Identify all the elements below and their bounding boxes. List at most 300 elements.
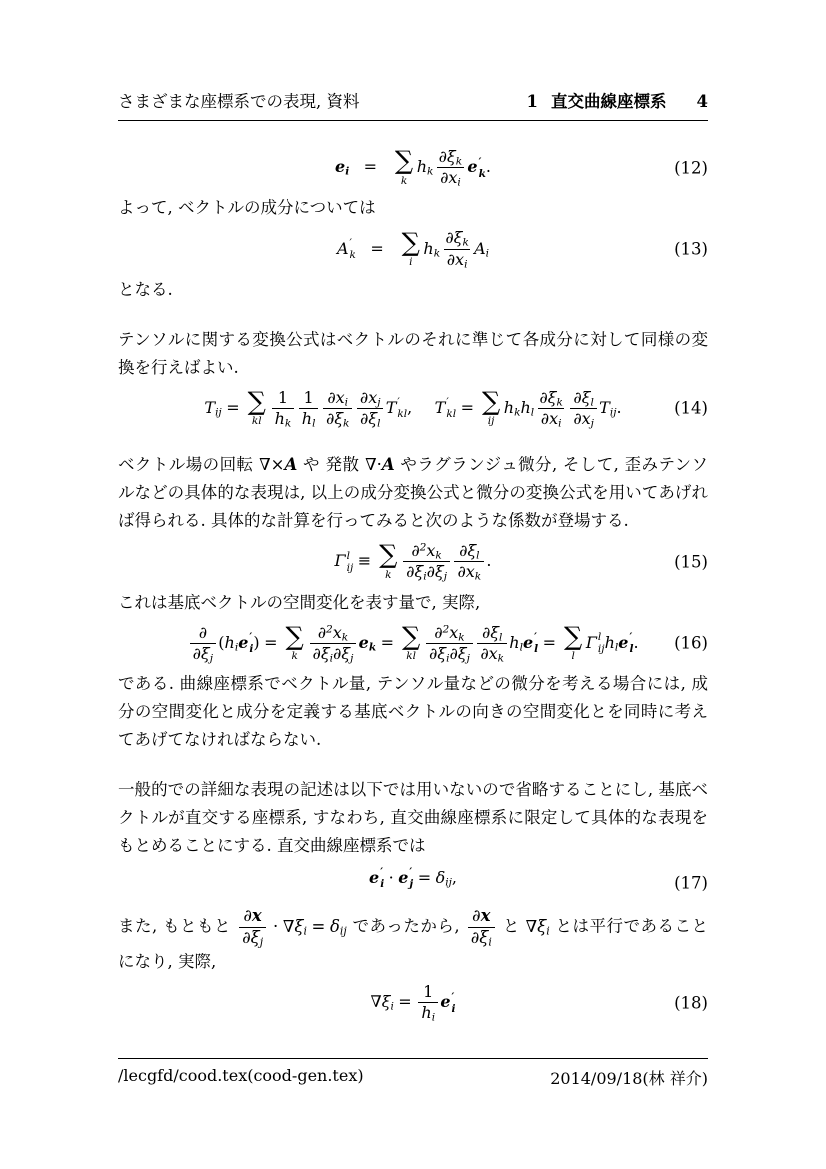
variable-base: ∂x	[573, 408, 591, 428]
subscript: i	[485, 247, 490, 260]
denominator	[299, 408, 319, 429]
script-stack	[479, 156, 486, 180]
fraction	[323, 388, 353, 429]
sum-index: kl	[251, 415, 262, 428]
math-variable	[457, 562, 481, 582]
denominator	[272, 408, 295, 429]
equation-math	[335, 146, 491, 189]
text-run: また, もともと	[118, 916, 237, 936]
math-variable	[445, 228, 469, 248]
math-variable	[385, 396, 408, 421]
math-variable	[318, 623, 333, 643]
variable-base: e	[335, 157, 346, 177]
subscript: j	[209, 652, 214, 665]
math-variable	[599, 398, 616, 417]
variable-base: x	[449, 622, 459, 642]
sum-index: l	[571, 650, 575, 663]
variable-base: ∂ξ	[333, 643, 351, 663]
subscript: k	[427, 165, 434, 178]
variable-base: ∂ξ	[406, 562, 424, 582]
math-variable	[333, 644, 353, 664]
paragraph	[118, 906, 708, 976]
subscript: l	[499, 631, 503, 644]
denominator	[239, 927, 266, 949]
math-operator: =	[264, 632, 278, 652]
equation-number: (18)	[674, 993, 708, 1013]
math-variable	[313, 644, 333, 664]
numerator	[275, 388, 291, 408]
text-run: 一般的での詳細な表現の記述は以下では用いないので省略することにし, 基底ベクトルが直交する座標系, すなわち, 直交曲線座標系に限定して具体的な表現をもとめることにする. 直交曲線座標系では	[118, 779, 708, 855]
equation-math	[187, 621, 639, 665]
fraction	[454, 541, 484, 582]
denominator	[426, 643, 473, 664]
subscript: k	[462, 237, 469, 249]
header-section-number: 1	[526, 92, 539, 111]
header-section-title: 直交曲線座標系	[551, 92, 667, 111]
subscript: i	[329, 652, 334, 665]
variable-base: h	[224, 632, 235, 652]
math-variable	[429, 644, 449, 664]
subscript: k	[368, 641, 377, 654]
superscript: ′	[629, 631, 633, 644]
variable-base: x	[251, 905, 262, 925]
subscript: k	[284, 417, 292, 430]
text-run: )	[253, 632, 260, 652]
variable-base: ∂ξ	[481, 622, 500, 642]
subscript: i	[431, 1011, 436, 1024]
variable-base: h	[520, 397, 531, 417]
math-variable	[467, 155, 486, 180]
paragraph	[118, 589, 708, 617]
math-variable	[225, 633, 239, 652]
subscript: i	[451, 1002, 456, 1015]
variable-base: h	[301, 408, 313, 428]
equation	[118, 982, 708, 1023]
math-variable	[238, 631, 254, 656]
equation	[118, 866, 708, 900]
denominator	[310, 643, 357, 664]
header-title: さまざまな座標系での表現, 資料	[118, 92, 360, 111]
subscript: l	[312, 417, 316, 430]
variable-base: ∂ξ	[192, 643, 210, 663]
variable-base: ∂ξ	[449, 643, 467, 663]
math-variable	[359, 633, 377, 652]
math-variable	[275, 409, 292, 429]
variable-base: x	[426, 541, 436, 561]
math-operator: =	[380, 632, 394, 652]
variable-base: h	[416, 157, 428, 177]
variable-base: T	[434, 397, 446, 417]
superscript: ′	[451, 990, 455, 1003]
footer-source-path: /lecgfd/cood.tex(cood-gen.tex)	[118, 1066, 364, 1085]
math-operator: ≡	[357, 551, 372, 571]
math-variable	[369, 865, 385, 891]
math-variable	[585, 631, 605, 656]
math-variable	[421, 1003, 435, 1023]
variable-base: e	[238, 632, 249, 652]
math-variable	[436, 868, 452, 887]
footer-date-author: 2014/09/18(林 祥介)	[550, 1069, 708, 1088]
math-variable	[449, 644, 469, 664]
sum-operator	[481, 387, 501, 428]
sum-index: k	[400, 174, 408, 187]
variable-base: A	[284, 455, 298, 475]
text-run: ,	[407, 397, 413, 417]
variable-base: e	[440, 992, 451, 1012]
sum-operator	[401, 227, 420, 268]
variable-base: h	[421, 1003, 432, 1023]
equation-number: (15)	[674, 552, 708, 572]
math-operator: =	[398, 992, 412, 1012]
variable-base: ∂	[317, 622, 327, 642]
math-variable	[541, 409, 562, 429]
variable-base: ∂x	[359, 387, 378, 407]
math-variable	[302, 409, 316, 429]
denominator	[468, 927, 495, 949]
math-variable	[283, 917, 307, 936]
sum-operator	[394, 146, 414, 187]
math-variable	[193, 644, 213, 664]
fraction	[310, 623, 357, 664]
equation-number: (16)	[674, 633, 708, 653]
variable-base: h	[604, 632, 615, 652]
script-stack	[452, 991, 456, 1015]
math-variable	[360, 388, 381, 408]
paragraph	[118, 194, 708, 222]
subscript: ij	[609, 406, 617, 419]
math-operator: =	[417, 867, 432, 887]
subscript: l	[590, 396, 594, 409]
math-variable	[411, 541, 426, 561]
math-operator: =	[542, 632, 557, 652]
subscript: i	[558, 417, 562, 430]
superscript: ′	[534, 631, 537, 644]
text-run: .	[633, 632, 639, 652]
variable-base: e	[358, 632, 369, 652]
variable-base: δ	[329, 916, 340, 936]
superscript: 2	[442, 623, 450, 636]
text-run: 1	[303, 387, 314, 407]
numerator	[420, 982, 436, 1002]
math-variable	[605, 633, 619, 652]
script-stack	[446, 396, 456, 420]
math-variable	[504, 398, 521, 417]
math-variable	[434, 396, 457, 421]
numerator	[240, 906, 264, 927]
subscript: i	[390, 1000, 394, 1013]
variable-base: ∂ξ	[429, 643, 447, 663]
variable-base: ∂ξ	[312, 643, 330, 663]
variable-base: ∇ξ	[370, 992, 391, 1012]
sum-operator	[379, 540, 398, 581]
page-header	[118, 88, 708, 121]
equation-number: (14)	[674, 398, 708, 418]
math-variable	[618, 631, 634, 656]
fraction	[536, 388, 566, 429]
math-variable	[471, 928, 492, 949]
sigma-icon: ∑	[481, 387, 501, 417]
superscript: ′	[249, 631, 253, 644]
subscript: ij	[445, 876, 452, 889]
numerator	[456, 541, 482, 561]
fraction	[442, 228, 472, 269]
subscript: k	[343, 417, 350, 430]
text-run: .	[616, 397, 622, 417]
fraction	[468, 906, 495, 948]
subscript: i	[488, 935, 492, 949]
subscript: k	[341, 631, 349, 644]
math-variable	[243, 906, 252, 927]
sum-index: k	[385, 568, 392, 581]
text-run: テンソルに関する変換公式はベクトルのそれに準じて各成分に対して同様の変換を行えばよい.	[118, 329, 708, 377]
text-run: よって, ベクトルの成分については	[118, 198, 376, 218]
fraction	[239, 906, 266, 948]
numerator	[436, 147, 466, 167]
sum-operator	[564, 621, 583, 663]
subscript: i	[249, 643, 254, 656]
math-variable	[423, 239, 440, 258]
equation-number: (12)	[674, 158, 708, 178]
script-stack	[598, 631, 605, 655]
variable-base: e	[522, 632, 534, 652]
script-stack	[350, 237, 356, 261]
paragraph	[118, 451, 708, 535]
text-run: .	[486, 551, 492, 571]
variable-base: x	[332, 622, 342, 642]
sigma-icon: ∑	[401, 227, 420, 258]
variable-base: ∂ξ	[325, 408, 344, 428]
text-run: 1	[423, 982, 434, 1002]
math-operator: =	[311, 916, 326, 936]
subscript: k	[497, 652, 505, 665]
math-variable	[480, 644, 504, 664]
math-variable	[573, 388, 593, 408]
equation	[118, 623, 708, 664]
subscript: ij	[339, 924, 347, 938]
sum-index: i	[409, 255, 413, 268]
math-variable	[474, 239, 489, 258]
numerator	[315, 623, 351, 643]
variable-base: ∂	[243, 905, 252, 925]
math-variable	[539, 388, 563, 408]
numerator	[301, 388, 317, 408]
variable-base: ∂x	[480, 643, 498, 663]
superscript: 2	[419, 541, 427, 554]
superscript: ′	[380, 865, 383, 878]
math-variable	[427, 562, 447, 582]
math-variable	[327, 388, 348, 408]
math-operator: =	[370, 238, 384, 258]
subscript: i	[303, 924, 307, 938]
variable-base: ∂ξ	[539, 387, 557, 407]
subscript: k	[458, 631, 465, 644]
math-variable	[449, 623, 464, 643]
math-variable	[242, 928, 263, 949]
superscript: ′	[409, 865, 413, 878]
sigma-icon: ∑	[247, 387, 266, 417]
subscript: k	[349, 249, 356, 262]
fraction	[477, 623, 507, 664]
math-operator: =	[460, 397, 474, 417]
subscript: k	[435, 549, 442, 562]
numerator	[196, 623, 210, 643]
text-run: .	[485, 157, 491, 177]
subscript: i	[423, 570, 427, 583]
equation-math	[370, 982, 456, 1024]
fraction	[436, 147, 466, 188]
text-run: ,	[451, 867, 457, 887]
text-run: これは基底ベクトルの空間変化を表す量で, 実際,	[118, 592, 481, 612]
fraction	[190, 623, 216, 664]
math-variable	[426, 541, 441, 561]
numerator	[442, 228, 472, 248]
variable-base: δ	[435, 867, 446, 887]
subscript: l	[519, 641, 523, 654]
header-section	[527, 88, 708, 112]
variable-base: ∂	[198, 622, 207, 642]
text-run: (	[218, 632, 225, 652]
superscript: ′	[397, 396, 400, 409]
variable-base: Γ	[585, 632, 597, 652]
subscript: k	[433, 247, 441, 260]
script-stack	[380, 866, 384, 890]
subscript: j	[350, 652, 354, 665]
math-variable	[326, 409, 350, 429]
denominator	[403, 561, 450, 582]
variable-base: ∂ξ	[426, 562, 444, 582]
denominator	[418, 1002, 438, 1023]
superscript: ′	[446, 396, 449, 409]
variable-base: ∇ξ	[282, 916, 304, 936]
subscript: i	[380, 878, 385, 891]
subscript: i	[457, 176, 461, 189]
math-variable	[333, 623, 348, 643]
math-variable	[447, 250, 468, 270]
variable-base: ∂ξ	[573, 387, 591, 407]
subscript: i	[345, 165, 350, 178]
math-variable	[522, 631, 539, 656]
numerator	[536, 388, 566, 408]
equation-math	[334, 540, 492, 583]
document-body	[118, 147, 708, 1023]
numerator	[408, 541, 444, 561]
variable-base: h	[503, 397, 515, 417]
subscript: l	[534, 643, 539, 656]
sigma-icon: ∑	[401, 621, 421, 652]
superscript: 2	[326, 623, 333, 636]
variable-base: h	[509, 632, 520, 652]
fraction	[357, 388, 384, 429]
variable-base: e	[467, 157, 478, 177]
sum-operator	[247, 387, 266, 428]
math-variable	[398, 865, 414, 891]
math-variable	[440, 990, 456, 1015]
variable-base: ∂ξ	[438, 147, 456, 166]
sum-operator	[401, 621, 421, 663]
denominator	[190, 643, 216, 664]
subscript: j	[259, 935, 264, 949]
subscript: l	[476, 549, 480, 562]
text-run: 1	[277, 387, 289, 407]
denominator	[570, 408, 597, 429]
variable-base: e	[369, 867, 380, 887]
variable-base: ∂ξ	[359, 408, 378, 428]
subscript: kl	[397, 408, 408, 421]
equation	[118, 228, 708, 269]
math-variable	[204, 398, 221, 417]
subscript: i	[234, 641, 239, 654]
fraction	[403, 541, 450, 582]
subscript: ij	[346, 561, 354, 574]
subscript: i	[446, 652, 450, 665]
variable-base: h	[423, 238, 434, 258]
subscript: i	[344, 396, 349, 409]
fraction	[299, 388, 319, 429]
math-variable	[440, 168, 461, 188]
math-variable	[434, 623, 449, 643]
numerator	[570, 388, 596, 408]
numerator	[431, 623, 467, 643]
numerator	[357, 388, 384, 408]
denominator	[538, 408, 565, 429]
equation	[118, 388, 708, 429]
variable-base: A	[336, 238, 349, 258]
variable-base: ∂ξ	[470, 927, 489, 947]
denominator	[323, 408, 353, 429]
page-footer	[118, 1058, 708, 1089]
variable-base: e	[618, 632, 629, 652]
sum-index: kl	[406, 650, 416, 663]
header-page-number: 4	[696, 92, 708, 111]
subscript: k	[455, 155, 463, 168]
equation-math	[204, 387, 622, 430]
math-variable	[520, 398, 534, 417]
text-run: や 発散	[297, 455, 366, 475]
variable-base: Γ	[334, 551, 346, 571]
variable-base: h	[274, 408, 285, 428]
subscript: k	[474, 570, 482, 583]
equation-math	[336, 227, 490, 271]
superscript: l	[346, 549, 350, 562]
variable-base: ∂x	[457, 562, 475, 582]
subscript: ij	[215, 406, 222, 419]
superscript: ′	[478, 155, 482, 168]
subscript: j	[590, 417, 594, 430]
variable-base: ∂x	[446, 249, 465, 269]
numerator	[324, 388, 351, 408]
subscript: j	[409, 878, 414, 891]
denominator	[477, 643, 507, 664]
fraction	[426, 623, 473, 664]
variable-base: e	[398, 867, 409, 887]
equation	[118, 541, 708, 582]
text-run: とは平行であることになり, 実際,	[118, 916, 708, 972]
sigma-icon: ∑	[285, 621, 304, 652]
math-variable	[573, 409, 594, 429]
math-variable	[439, 147, 463, 167]
paragraph	[118, 276, 708, 304]
sigma-icon: ∑	[564, 621, 583, 652]
subscript: l	[530, 406, 535, 419]
script-stack	[534, 631, 538, 655]
variable-base: ∂	[411, 541, 420, 561]
subscript: j	[377, 396, 381, 409]
subscript: kl	[446, 408, 457, 421]
variable-base: ∂x	[440, 168, 458, 188]
text-run: ベクトル場の回転	[118, 455, 260, 475]
variable-base: A	[474, 238, 486, 258]
math-operator: ·	[388, 867, 394, 887]
